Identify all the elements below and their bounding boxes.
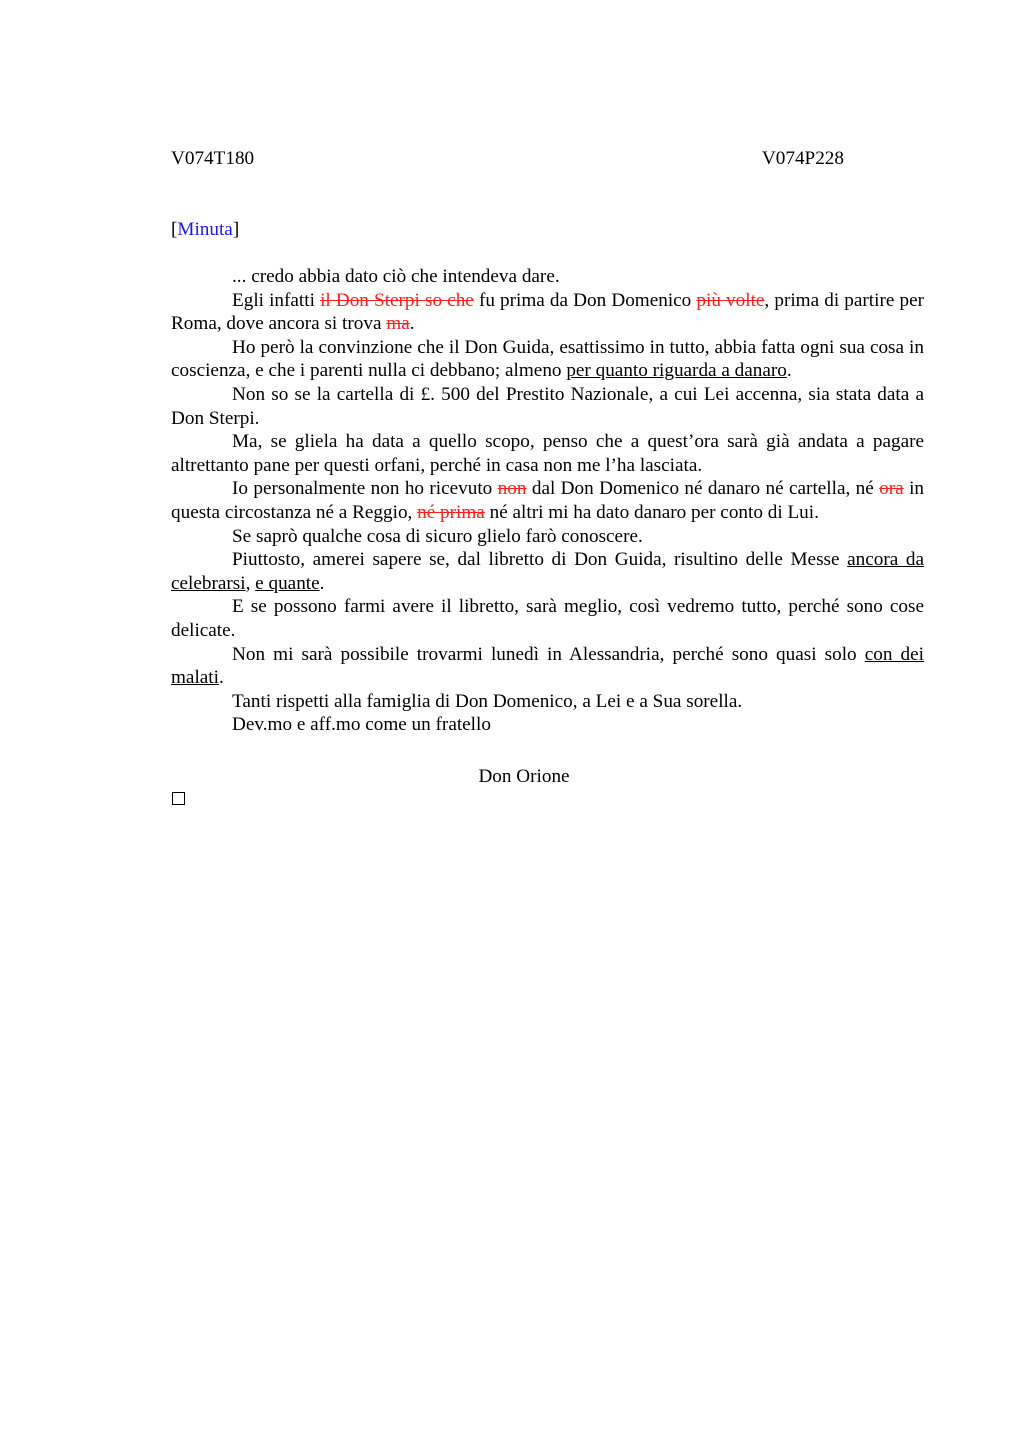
text-segment: Dev.mo e aff.mo come un fratello — [232, 714, 491, 736]
text-segment: dal Don Domenico né danaro né cartella, né — [526, 478, 880, 500]
text-segment: Se saprò qualche cosa di sicuro glielo farò conoscere. — [232, 525, 643, 547]
letter-paragraph — [171, 595, 924, 642]
minuta-label: Minuta — [177, 219, 233, 240]
underlined-text: per quanto riguarda a danaro — [566, 360, 787, 382]
letter-body — [171, 265, 924, 737]
document-code-left: V074T180 — [171, 148, 255, 169]
text-segment: Ho però la convinzione che il Don Guida, esattissimo in tutto, abbia fatta ogni sua cosa in coscienza, e che i parenti nulla ci debbano; almeno — [171, 336, 924, 382]
text-segment: . — [319, 572, 325, 594]
text-segment: fu prima da Don Domenico — [473, 289, 697, 311]
text-segment: Piuttosto, amerei sapere se, dal libretto di Don Guida, risultino delle Messe — [232, 549, 848, 571]
bracket-open: [ — [171, 219, 178, 240]
letter-paragraph — [171, 690, 924, 714]
text-segment: Ma, se gliela ha data a quello scopo, penso che a quest’ora sarà già andata a pagare altrettanto pane per questi orfani, perché in casa non me l’ha lasciata. — [171, 431, 924, 476]
text-segment: Egli infatti — [232, 289, 321, 311]
struck-text: il Don Sterpi so che — [320, 289, 474, 311]
text-segment: E se possono farmi avere il libretto, sarà meglio, così vedremo tutto, perché sono cose delicate. — [171, 596, 924, 641]
letter-paragraph — [171, 477, 924, 524]
letter-paragraph — [171, 643, 924, 690]
underlined-text: ancora da celebrarsi — [171, 549, 924, 594]
text-segment: in questa circostanza né a Reggio, — [171, 478, 924, 523]
text-segment: Non so se la cartella di £. 500 del Prestito Nazionale, a cui Lei accenna, sia stata data a Don Sterpi. — [171, 383, 924, 429]
letter-paragraph — [171, 265, 924, 289]
document-type-note — [171, 218, 239, 242]
text-segment: Non mi sarà possibile trovarmi lunedì in Alessandria, perché sono quasi solo — [232, 643, 865, 665]
struck-text: non — [497, 478, 527, 500]
underlined-text: con dei malati — [171, 643, 924, 689]
document-code-right: V074P228 — [761, 148, 844, 169]
text-segment: , prima di partire per Roma, dove ancora si trova — [171, 289, 924, 335]
letter-paragraph — [171, 525, 924, 549]
underlined-text: e quante — [255, 572, 320, 594]
text-segment: , — [245, 572, 256, 594]
letter-paragraph — [171, 383, 924, 430]
text-segment: . — [409, 313, 415, 335]
text-segment: né altri mi ha dato danaro per conto di Lui. — [484, 501, 819, 523]
struck-text: né prima — [417, 501, 485, 523]
page-header — [171, 147, 844, 171]
struck-text: ma — [386, 313, 410, 335]
text-segment: . — [218, 667, 224, 689]
end-marker-box — [172, 792, 185, 805]
letter-paragraph — [171, 430, 924, 477]
struck-text: più volte — [696, 289, 765, 311]
text-segment: . — [786, 360, 792, 382]
text-segment: ... credo abbia dato ciò che intendeva dare. — [232, 266, 560, 287]
text-segment: Tanti rispetti alla famiglia di Don Domenico, a Lei e a Sua sorella. — [232, 690, 743, 712]
letter-paragraph — [171, 713, 924, 737]
letter-paragraph — [171, 548, 924, 595]
struck-text: ora — [879, 478, 904, 500]
letter-paragraph — [171, 289, 924, 336]
letter-paragraph — [171, 336, 924, 383]
signature: Don Orione — [478, 766, 570, 787]
bracket-close: ] — [232, 219, 240, 240]
text-segment: Io personalmente non ho ricevuto — [232, 478, 498, 500]
